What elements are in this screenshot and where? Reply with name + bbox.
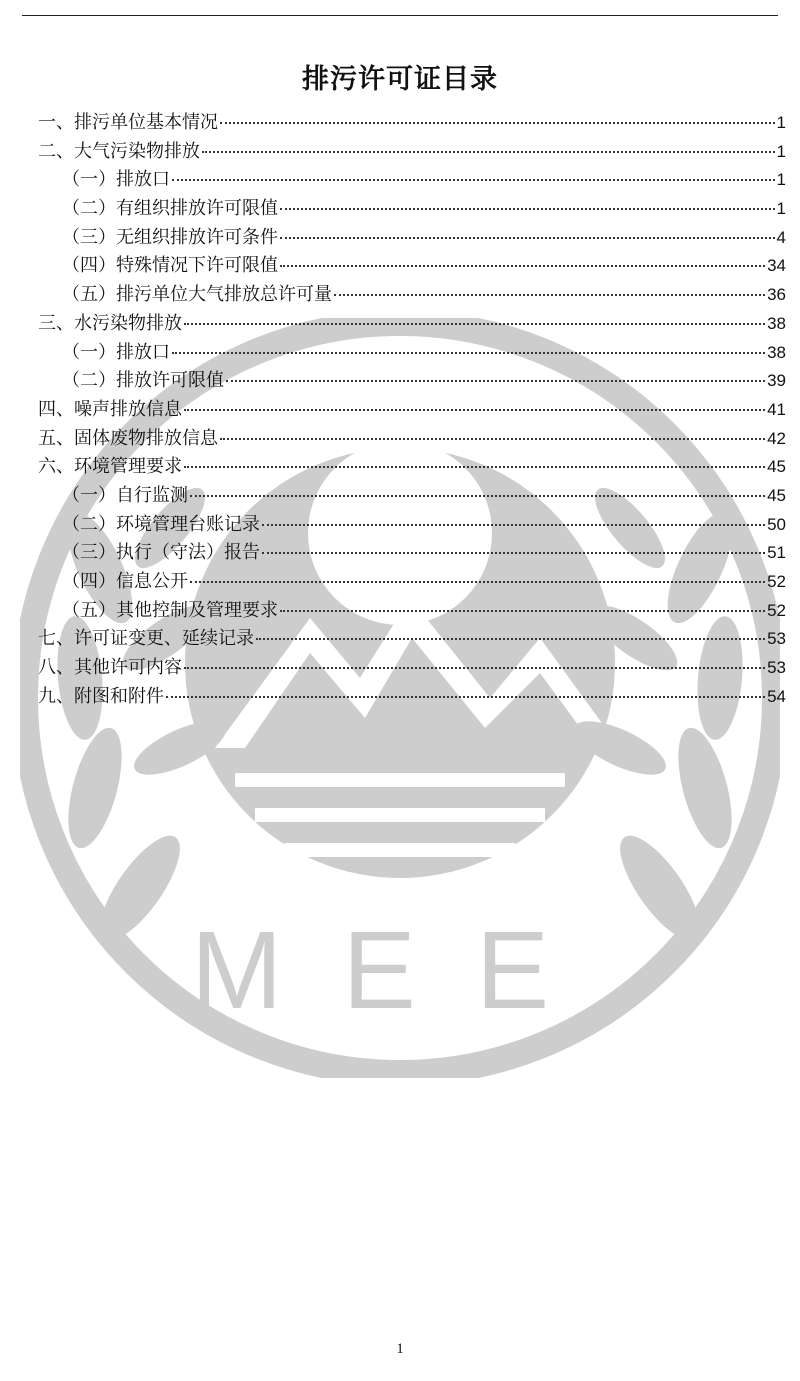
toc-entry[interactable] — [38, 453, 786, 482]
toc-entry-label: 六、环境管理要求 — [38, 456, 182, 478]
toc-dot-leader — [226, 380, 765, 382]
toc-entry-page: 45 — [767, 485, 786, 505]
toc-dot-leader — [280, 265, 765, 267]
toc-entry-label: （四）信息公开 — [62, 571, 188, 592]
toc-dot-leader — [262, 552, 765, 554]
toc-dot-leader — [202, 151, 775, 153]
toc-entry[interactable] — [38, 625, 786, 654]
toc-entry-page: 38 — [767, 313, 786, 333]
toc-dot-leader — [166, 696, 765, 698]
toc-entry-label: （三）无组织排放许可条件 — [62, 226, 278, 248]
toc-entry[interactable] — [38, 339, 786, 368]
seal-water-line — [285, 843, 515, 857]
toc-entry[interactable] — [38, 511, 786, 540]
toc-entry-label: （五）其他控制及管理要求 — [62, 599, 278, 621]
toc-entry-page: 39 — [767, 371, 786, 391]
toc-entry-page: 1 — [776, 113, 786, 132]
toc-dot-leader — [220, 438, 765, 440]
toc-entry-label: （三）执行（守法）报告 — [62, 542, 260, 564]
toc-entry-label: 五、固体废物排放信息 — [38, 427, 218, 449]
toc-entry-page: 54 — [767, 686, 786, 706]
toc-dot-leader — [280, 237, 775, 239]
toc-entry[interactable] — [38, 166, 786, 195]
page-number: 1 — [396, 1341, 404, 1357]
toc-dot-leader — [190, 581, 765, 583]
toc-entry-label: 四、噪声排放信息 — [38, 398, 182, 420]
toc-entry[interactable] — [38, 109, 786, 138]
toc-dot-leader — [184, 409, 765, 411]
toc-entry-page: 41 — [767, 399, 786, 419]
seal-lettering: MEE — [190, 909, 610, 1032]
toc-entry-page: 52 — [767, 572, 786, 591]
seal-water-line — [235, 773, 565, 787]
toc-entry-page: 50 — [767, 514, 786, 534]
toc-entry-label: 八、其他许可内容 — [38, 657, 182, 679]
toc-dot-leader — [334, 294, 765, 296]
toc-dot-leader — [262, 524, 765, 526]
toc-entry-label: （二）环境管理台账记录 — [62, 513, 260, 535]
toc-entry-label: （二）排放许可限值 — [62, 370, 224, 392]
toc-entry-page: 4 — [776, 227, 786, 247]
toc-entry[interactable] — [38, 396, 786, 425]
toc-entry[interactable] — [38, 425, 786, 454]
toc-entry-label: 二、大气污染物排放 — [38, 140, 200, 162]
toc-dot-leader — [184, 323, 765, 325]
toc-dot-leader — [280, 208, 775, 210]
toc-entry-page: 34 — [767, 256, 786, 276]
toc-entry[interactable] — [38, 683, 786, 712]
toc-entry-label: （一）排放口 — [62, 169, 170, 191]
toc-entry-page: 52 — [767, 600, 786, 620]
toc-entry-page: 53 — [767, 629, 786, 649]
toc-dot-leader — [190, 495, 765, 497]
toc-entry[interactable] — [38, 597, 786, 626]
toc-entry-page: 45 — [767, 457, 786, 477]
toc-entry-label: 七、许可证变更、延续记录 — [38, 628, 254, 650]
toc-entry-page: 36 — [767, 285, 786, 305]
toc-dot-leader — [220, 122, 775, 124]
toc-entry-label: 三、水污染物排放 — [38, 312, 182, 334]
table-of-contents — [38, 109, 786, 711]
toc-entry-label: 一、排污单位基本情况 — [38, 112, 218, 133]
toc-entry-page: 42 — [767, 428, 786, 448]
toc-dot-leader — [172, 179, 775, 181]
toc-entry-page: 1 — [776, 199, 786, 219]
toc-dot-leader — [184, 667, 765, 669]
seal-water-line — [255, 808, 545, 822]
toc-dot-leader — [280, 610, 765, 612]
toc-entry[interactable] — [38, 310, 786, 339]
toc-dot-leader — [184, 466, 765, 468]
toc-entry-page: 1 — [776, 141, 786, 161]
toc-dot-leader — [256, 638, 765, 640]
toc-entry-label: 九、附图和附件 — [38, 685, 164, 707]
toc-entry[interactable] — [38, 367, 786, 396]
toc-entry[interactable] — [38, 252, 786, 281]
toc-entry-label: （四）特殊情况下许可限值 — [62, 255, 278, 277]
toc-entry-label: （一）自行监测 — [62, 484, 188, 506]
toc-entry-page: 51 — [767, 543, 786, 563]
toc-entry[interactable] — [38, 482, 786, 511]
page-title: 排污许可证目录 — [302, 64, 498, 95]
toc-entry[interactable] — [38, 568, 786, 597]
toc-entry[interactable] — [38, 224, 786, 253]
toc-entry[interactable] — [38, 539, 786, 568]
header-rule — [22, 15, 778, 16]
toc-entry-page: 1 — [776, 170, 786, 190]
toc-entry-page: 53 — [767, 658, 786, 678]
toc-entry[interactable] — [38, 195, 786, 224]
toc-entry-page: 38 — [767, 342, 786, 362]
toc-entry[interactable] — [38, 654, 786, 683]
toc-dot-leader — [172, 352, 765, 354]
toc-entry-label: （二）有组织排放许可限值 — [62, 198, 278, 220]
toc-entry[interactable] — [38, 281, 786, 310]
toc-entry-label: （一）排放口 — [62, 341, 170, 363]
toc-entry[interactable] — [38, 138, 786, 167]
toc-entry-label: （五）排污单位大气排放总许可量 — [62, 284, 332, 306]
